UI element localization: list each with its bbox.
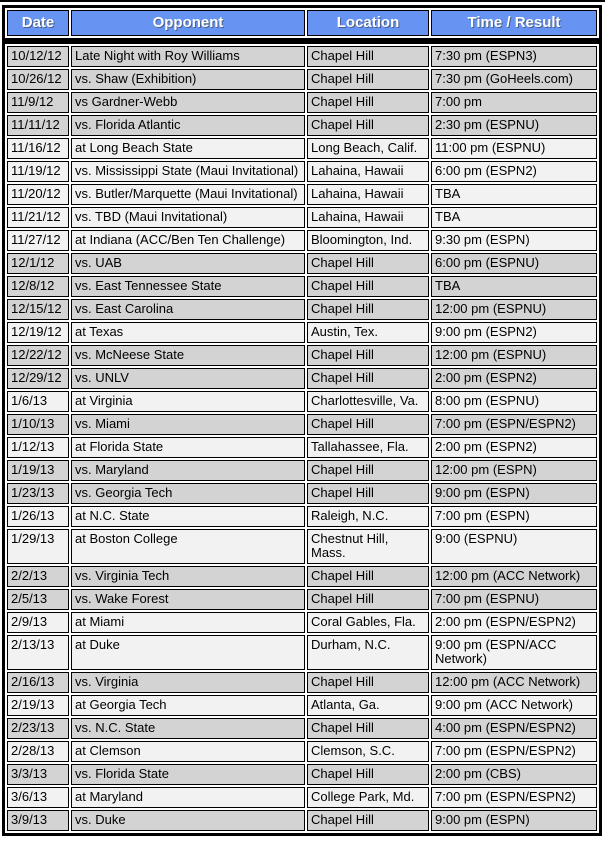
opponent-cell: at Virginia: [71, 391, 305, 412]
opponent-cell: vs. UAB: [71, 253, 305, 274]
table-row: [7, 69, 597, 90]
table-row: [7, 138, 597, 159]
time-result-cell: 12:00 pm (ESPNU): [431, 345, 597, 366]
opponent-cell: at Georgia Tech: [71, 695, 305, 716]
location-cell: Chapel Hill: [307, 368, 429, 389]
time-result-cell: 9:30 pm (ESPN): [431, 230, 597, 251]
table-row: [7, 460, 597, 481]
location-cell: Durham, N.C.: [307, 635, 429, 670]
location-cell: Chapel Hill: [307, 566, 429, 587]
time-result-cell: 8:00 pm (ESPNU): [431, 391, 597, 412]
time-result-cell: 9:00 (ESPNU): [431, 529, 597, 564]
time-result-cell: 12:00 pm (ACC Network): [431, 566, 597, 587]
time-result-cell: 4:00 pm (ESPN/ESPN2): [431, 718, 597, 739]
table-row: [7, 718, 597, 739]
date-cell: 2/23/13: [7, 718, 69, 739]
date-cell: 11/11/12: [7, 115, 69, 136]
table-row: [7, 810, 597, 831]
date-cell: 2/5/13: [7, 589, 69, 610]
location-cell: Chapel Hill: [307, 115, 429, 136]
opponent-cell: vs. East Tennessee State: [71, 276, 305, 297]
table-row: [7, 322, 597, 343]
time-result-cell: TBA: [431, 276, 597, 297]
date-cell: 12/8/12: [7, 276, 69, 297]
date-cell: 12/15/12: [7, 299, 69, 320]
time-result-cell: 7:00 pm (ESPN/ESPN2): [431, 414, 597, 435]
schedule-header-table: [5, 8, 599, 38]
date-cell: 1/26/13: [7, 506, 69, 527]
column-header-opponent: Opponent: [71, 10, 305, 36]
table-row: [7, 437, 597, 458]
date-cell: 11/19/12: [7, 161, 69, 182]
date-cell: 3/6/13: [7, 787, 69, 808]
opponent-cell: vs. N.C. State: [71, 718, 305, 739]
table-row: [7, 672, 597, 693]
opponent-cell: vs. Butler/Marquette (Maui Invitational): [71, 184, 305, 205]
location-cell: Chapel Hill: [307, 46, 429, 67]
opponent-cell: at Indiana (ACC/Ben Ten Challenge): [71, 230, 305, 251]
time-result-cell: 9:00 pm (ESPN): [431, 810, 597, 831]
table-row: [7, 506, 597, 527]
location-cell: Chapel Hill: [307, 672, 429, 693]
table-row: [7, 695, 597, 716]
location-cell: Raleigh, N.C.: [307, 506, 429, 527]
opponent-cell: Late Night with Roy Williams: [71, 46, 305, 67]
location-cell: Long Beach, Calif.: [307, 138, 429, 159]
location-cell: Lahaina, Hawaii: [307, 161, 429, 182]
table-row: [7, 207, 597, 228]
opponent-cell: vs. Virginia: [71, 672, 305, 693]
opponent-cell: at Duke: [71, 635, 305, 670]
date-cell: 2/19/13: [7, 695, 69, 716]
opponent-cell: vs. McNeese State: [71, 345, 305, 366]
location-cell: Charlottesville, Va.: [307, 391, 429, 412]
time-result-cell: TBA: [431, 207, 597, 228]
table-row: [7, 299, 597, 320]
time-result-cell: 2:00 pm (ESPN2): [431, 437, 597, 458]
table-row: [7, 46, 597, 67]
opponent-cell: vs. Wake Forest: [71, 589, 305, 610]
location-cell: Lahaina, Hawaii: [307, 184, 429, 205]
opponent-cell: vs. Virginia Tech: [71, 566, 305, 587]
table-row: [7, 276, 597, 297]
table-row: [7, 566, 597, 587]
table-row: [7, 391, 597, 412]
location-cell: Chapel Hill: [307, 299, 429, 320]
location-cell: Chapel Hill: [307, 460, 429, 481]
location-cell: Chapel Hill: [307, 718, 429, 739]
location-cell: Chapel Hill: [307, 589, 429, 610]
time-result-cell: 7:00 pm (ESPN/ESPN2): [431, 741, 597, 762]
location-cell: Coral Gables, Fla.: [307, 612, 429, 633]
table-row: [7, 253, 597, 274]
date-cell: 2/2/13: [7, 566, 69, 587]
opponent-cell: vs. Shaw (Exhibition): [71, 69, 305, 90]
location-cell: Chestnut Hill, Mass.: [307, 529, 429, 564]
page-top-rule: [0, 0, 605, 2]
date-cell: 11/9/12: [7, 92, 69, 113]
time-result-cell: 9:00 pm (ESPN2): [431, 322, 597, 343]
opponent-cell: vs. Maryland: [71, 460, 305, 481]
location-cell: Lahaina, Hawaii: [307, 207, 429, 228]
opponent-cell: vs. Florida Atlantic: [71, 115, 305, 136]
date-cell: 12/29/12: [7, 368, 69, 389]
date-cell: 1/23/13: [7, 483, 69, 504]
opponent-cell: at Miami: [71, 612, 305, 633]
time-result-cell: 12:00 pm (ESPN): [431, 460, 597, 481]
opponent-cell: vs. Miami: [71, 414, 305, 435]
date-cell: 1/12/13: [7, 437, 69, 458]
table-row: [7, 589, 597, 610]
time-result-cell: 2:00 pm (ESPN2): [431, 368, 597, 389]
location-cell: Chapel Hill: [307, 69, 429, 90]
time-result-cell: 7:30 pm (GoHeels.com): [431, 69, 597, 90]
table-row: [7, 184, 597, 205]
location-cell: Chapel Hill: [307, 276, 429, 297]
opponent-cell: at Texas: [71, 322, 305, 343]
schedule-table-body: [7, 46, 597, 831]
time-result-cell: 11:00 pm (ESPNU): [431, 138, 597, 159]
table-row: [7, 764, 597, 785]
location-cell: Chapel Hill: [307, 414, 429, 435]
date-cell: 2/16/13: [7, 672, 69, 693]
opponent-cell: vs. East Carolina: [71, 299, 305, 320]
opponent-cell: vs. UNLV: [71, 368, 305, 389]
time-result-cell: 9:00 pm (ESPN): [431, 483, 597, 504]
column-header-location: Location: [307, 10, 429, 36]
table-row: [7, 345, 597, 366]
schedule-table-frame: [2, 5, 602, 836]
location-cell: Bloomington, Ind.: [307, 230, 429, 251]
opponent-cell: vs. Georgia Tech: [71, 483, 305, 504]
time-result-cell: 2:00 pm (CBS): [431, 764, 597, 785]
column-header-date: Date: [7, 10, 69, 36]
column-header-time-result: Time / Result: [431, 10, 597, 36]
table-row: [7, 414, 597, 435]
date-cell: 12/22/12: [7, 345, 69, 366]
opponent-cell: vs. TBD (Maui Invitational): [71, 207, 305, 228]
date-cell: 3/3/13: [7, 764, 69, 785]
location-cell: Austin, Tex.: [307, 322, 429, 343]
time-result-cell: 2:00 pm (ESPN/ESPN2): [431, 612, 597, 633]
time-result-cell: 6:00 pm (ESPNU): [431, 253, 597, 274]
date-cell: 11/21/12: [7, 207, 69, 228]
table-row: [7, 483, 597, 504]
table-row: [7, 161, 597, 182]
location-cell: Tallahassee, Fla.: [307, 437, 429, 458]
date-cell: 2/28/13: [7, 741, 69, 762]
opponent-cell: at Clemson: [71, 741, 305, 762]
time-result-cell: 2:30 pm (ESPNU): [431, 115, 597, 136]
location-cell: Chapel Hill: [307, 92, 429, 113]
table-row: [7, 787, 597, 808]
table-row: [7, 612, 597, 633]
date-cell: 1/6/13: [7, 391, 69, 412]
date-cell: 3/9/13: [7, 810, 69, 831]
date-cell: 1/19/13: [7, 460, 69, 481]
date-cell: 11/20/12: [7, 184, 69, 205]
location-cell: Atlanta, Ga.: [307, 695, 429, 716]
location-cell: College Park, Md.: [307, 787, 429, 808]
location-cell: Chapel Hill: [307, 483, 429, 504]
location-cell: Chapel Hill: [307, 764, 429, 785]
time-result-cell: 12:00 pm (ESPNU): [431, 299, 597, 320]
table-row: [7, 529, 597, 564]
date-cell: 12/19/12: [7, 322, 69, 343]
date-cell: 2/13/13: [7, 635, 69, 670]
date-cell: 12/1/12: [7, 253, 69, 274]
date-cell: 1/10/13: [7, 414, 69, 435]
opponent-cell: vs. Duke: [71, 810, 305, 831]
opponent-cell: at Long Beach State: [71, 138, 305, 159]
date-cell: 10/12/12: [7, 46, 69, 67]
time-result-cell: 9:00 pm (ESPN/ACC Network): [431, 635, 597, 670]
time-result-cell: 7:00 pm: [431, 92, 597, 113]
schedule-table: [5, 44, 599, 833]
date-cell: 11/16/12: [7, 138, 69, 159]
time-result-cell: TBA: [431, 184, 597, 205]
time-result-cell: 9:00 pm (ACC Network): [431, 695, 597, 716]
date-cell: 10/26/12: [7, 69, 69, 90]
opponent-cell: at N.C. State: [71, 506, 305, 527]
table-row: [7, 115, 597, 136]
table-row: [7, 741, 597, 762]
time-result-cell: 7:00 pm (ESPNU): [431, 589, 597, 610]
time-result-cell: 7:00 pm (ESPN): [431, 506, 597, 527]
table-row: [7, 92, 597, 113]
date-cell: 1/29/13: [7, 529, 69, 564]
opponent-cell: at Florida State: [71, 437, 305, 458]
location-cell: Chapel Hill: [307, 810, 429, 831]
opponent-cell: vs. Mississippi State (Maui Invitational): [71, 161, 305, 182]
opponent-cell: at Boston College: [71, 529, 305, 564]
time-result-cell: 6:00 pm (ESPN2): [431, 161, 597, 182]
location-cell: Clemson, S.C.: [307, 741, 429, 762]
table-row: [7, 635, 597, 670]
opponent-cell: vs. Florida State: [71, 764, 305, 785]
location-cell: Chapel Hill: [307, 253, 429, 274]
table-row: [7, 368, 597, 389]
opponent-cell: vs Gardner-Webb: [71, 92, 305, 113]
time-result-cell: 7:30 pm (ESPN3): [431, 46, 597, 67]
time-result-cell: 7:00 pm (ESPN/ESPN2): [431, 787, 597, 808]
location-cell: Chapel Hill: [307, 345, 429, 366]
table-row: [7, 230, 597, 251]
opponent-cell: at Maryland: [71, 787, 305, 808]
header-row: [7, 10, 597, 36]
date-cell: 2/9/13: [7, 612, 69, 633]
date-cell: 11/27/12: [7, 230, 69, 251]
time-result-cell: 12:00 pm (ACC Network): [431, 672, 597, 693]
